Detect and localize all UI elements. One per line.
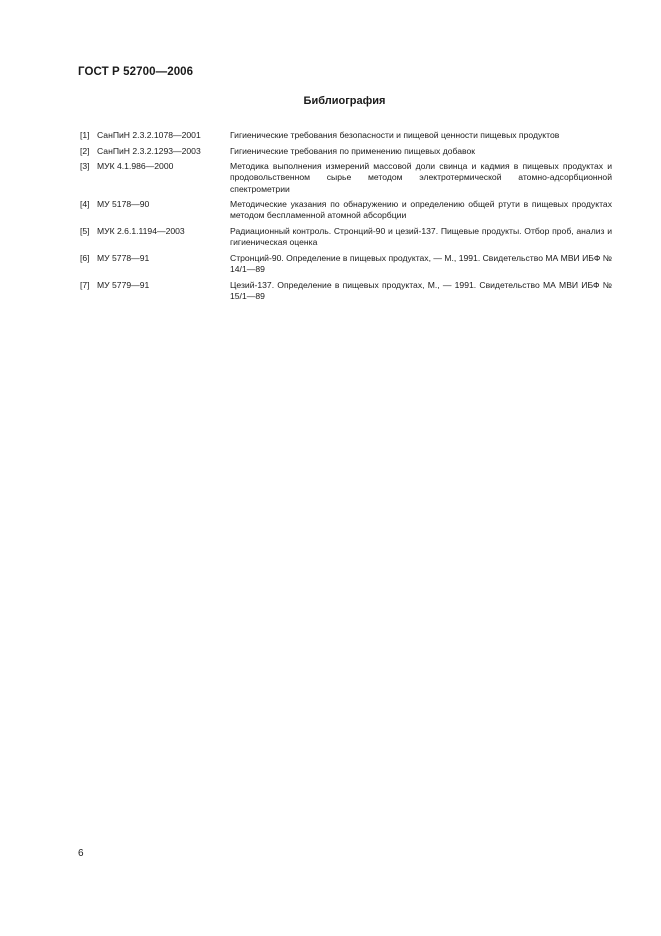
entry-code: МУК 4.1.986—2000	[97, 161, 174, 172]
entry-number: [3]	[80, 161, 90, 172]
bibliography-list	[80, 130, 612, 306]
bibliography-entry-7	[80, 280, 612, 302]
entry-code: СанПиН 2.3.2.1293—2003	[97, 145, 201, 156]
bibliography-entry-3	[80, 161, 612, 195]
bibliography-entry-4	[80, 199, 612, 221]
entry-description: Радиационный контроль. Стронций-90 и цезий-137. Пищевые продукты. Отбор проб, анализ и гигиеническая оценка	[230, 225, 612, 248]
page-number: 6	[78, 848, 84, 859]
entry-number: [4]	[80, 199, 90, 210]
bibliography-entry-2	[80, 146, 612, 157]
entry-number: [5]	[80, 225, 90, 236]
entry-code: МУ 5178—90	[97, 199, 150, 210]
entry-number: [7]	[80, 279, 90, 290]
entry-code: МУ 5778—91	[97, 252, 150, 263]
entry-description: Методика выполнения измерений массовой доли свинца и кадмия в пищевых продуктах и продовольственном сырье методом электротермической атомно-адсорбционной спектрометрии	[230, 161, 612, 194]
entry-description: Стронций-90. Определение в пищевых продуктах, — М., 1991. Свидетельство МА МВИ ИБФ № 14/1—89	[230, 252, 612, 274]
entry-description: Гигиенические требования безопасности и пищевой ценности пищевых продуктов	[230, 130, 560, 140]
entry-number: [1]	[80, 130, 90, 140]
bibliography-entry-5	[80, 226, 612, 248]
section-title: Библиография	[303, 95, 386, 107]
entry-number: [2]	[80, 145, 90, 156]
entry-description: Методические указания по обнаружению и определению общей ртути в пищевых продуктах методом беспламенной атомной абсорбции	[230, 199, 612, 221]
entry-code: СанПиН 2.3.2.1078—2001	[97, 130, 201, 140]
document-code: ГОСТ Р 52700—2006	[78, 66, 194, 78]
entry-description: Гигиенические требования по применению пищевых добавок	[230, 145, 476, 156]
entry-description: Цезий-137. Определение в пищевых продуктах, М., — 1991. Свидетельство МА МВИ ИБФ № 15/1—89	[230, 279, 612, 301]
entry-code: МУ 5779—91	[97, 279, 150, 290]
entry-number: [6]	[80, 252, 90, 263]
bibliography-entry-6	[80, 253, 612, 275]
entry-code: МУК 2.6.1.1194—2003	[97, 225, 185, 236]
bibliography-entry-1	[80, 130, 612, 141]
